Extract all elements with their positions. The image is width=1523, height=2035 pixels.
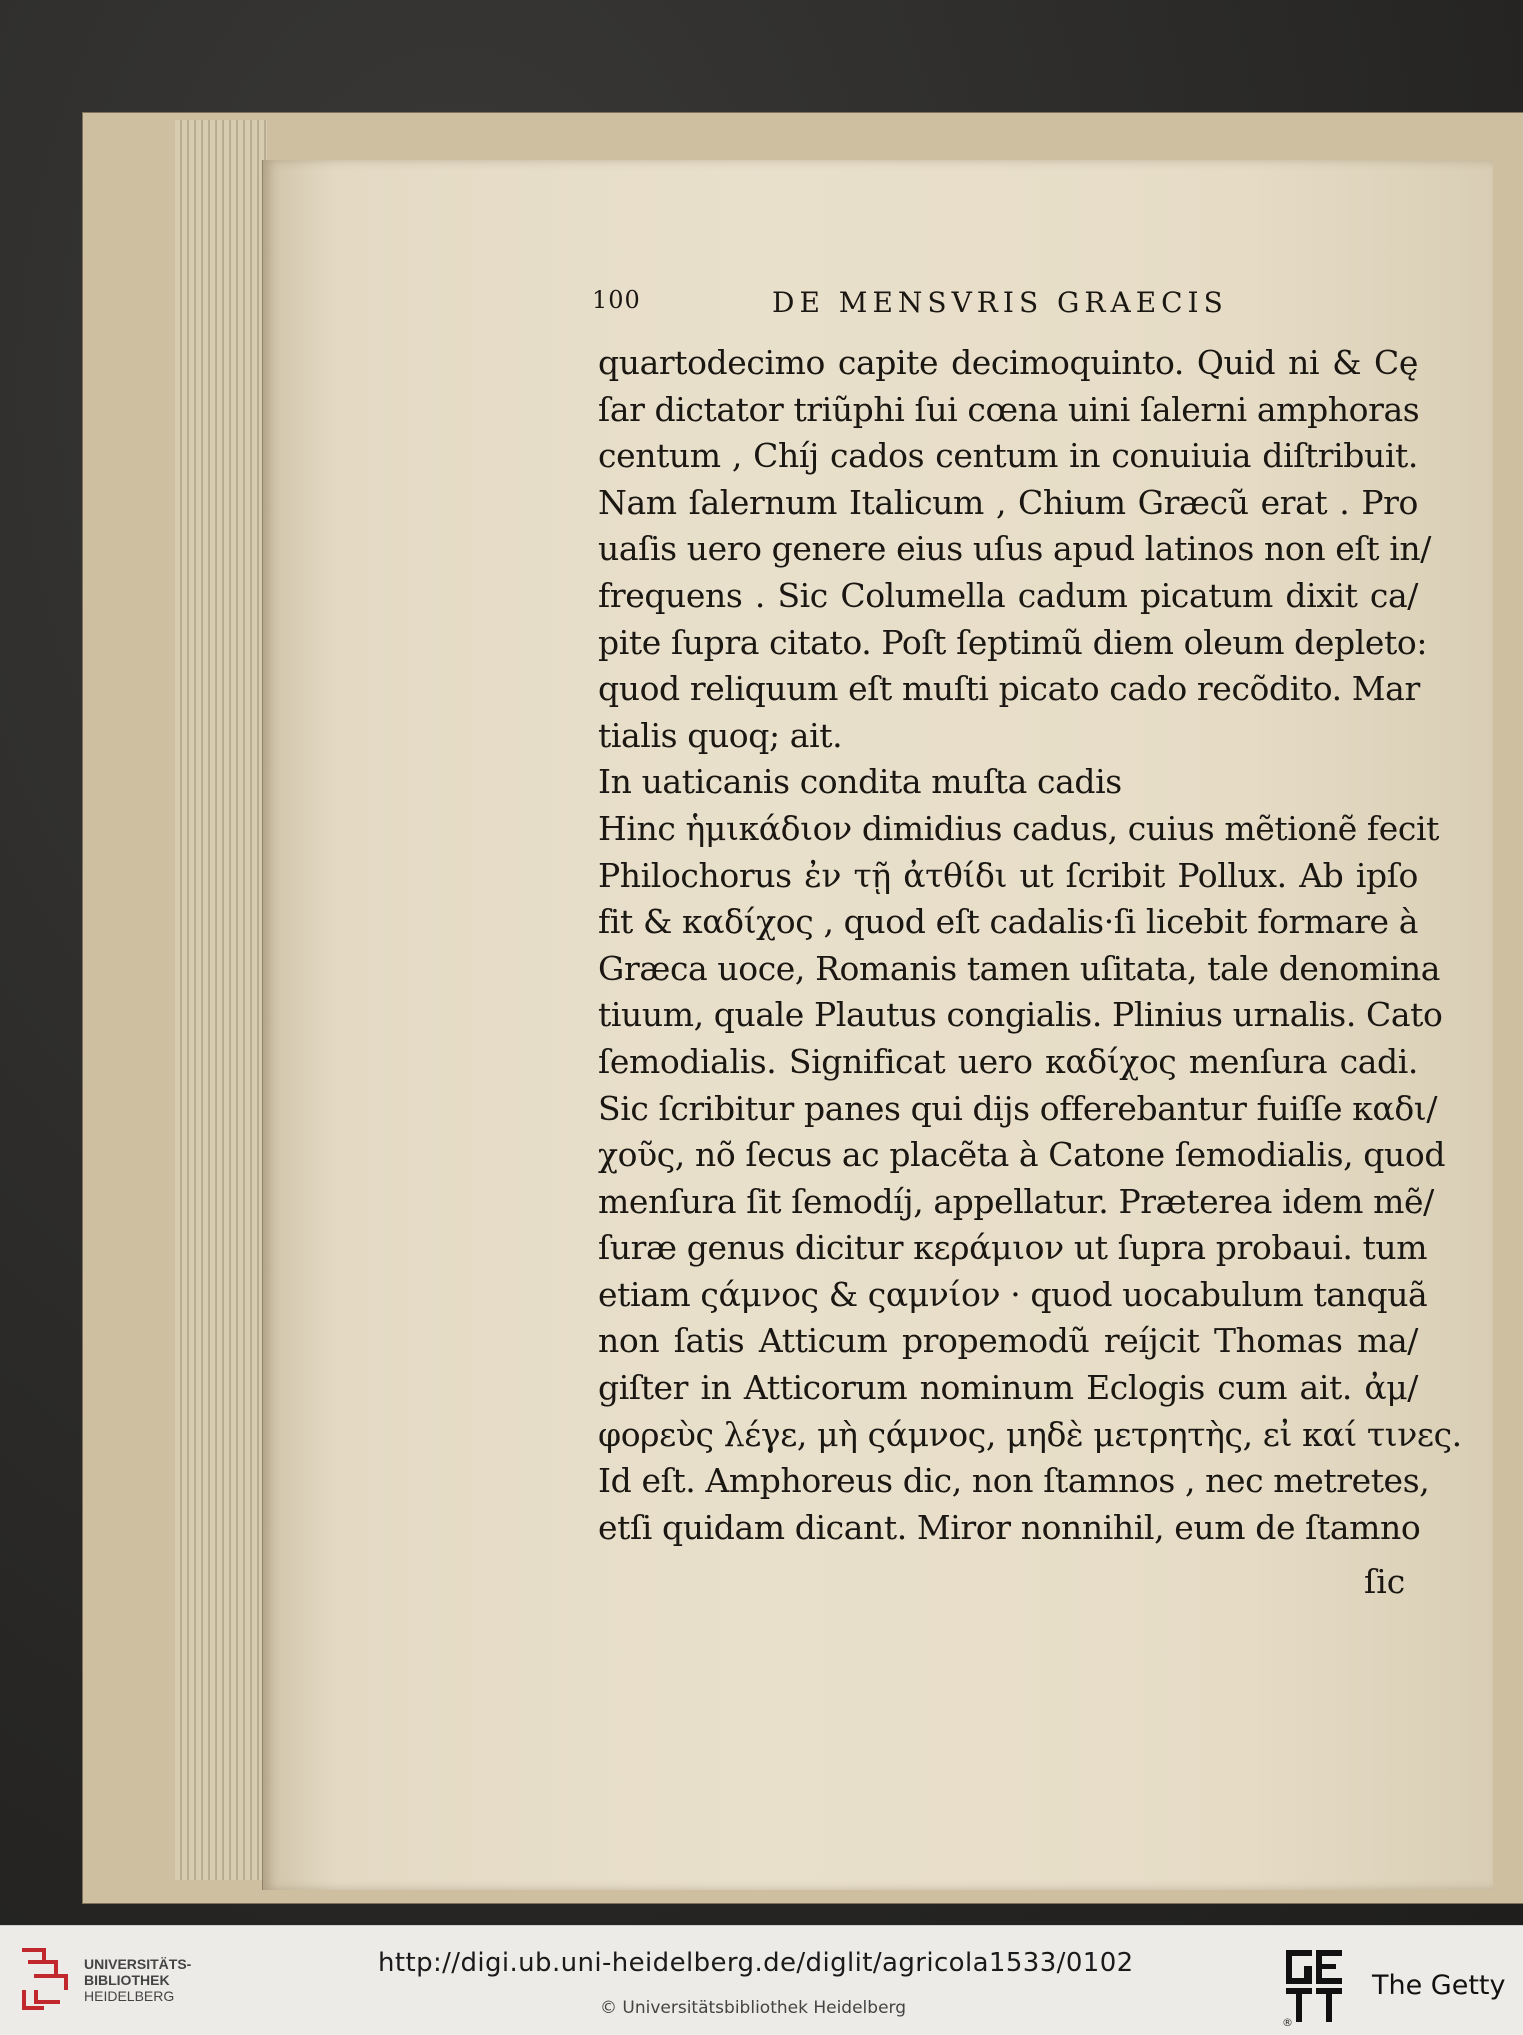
text-line: ſemodialis. Significat uero καδίχος menſura cadi. (598, 1041, 1418, 1081)
text-line: fit & καδίχος , quod eſt cadalis·ſi licebit formare à (598, 902, 1418, 942)
text-line: Nam ſalernum Italicum , Chium Græcũ erat . Pro (598, 482, 1418, 522)
page-edge-stack (175, 120, 267, 1880)
text-line: quartodecimo capite decimoquinto. Quid ni & Cę (598, 343, 1418, 382)
ub-heidelberg-logo-icon[interactable] (16, 1942, 72, 2014)
text-line: frequens . Sic Columella cadum picatum dixit ca/ (598, 575, 1418, 615)
viewer-footer (0, 1925, 1523, 2035)
text-line: non ſatis Atticum propemodũ reíjcit Thomas ma/ (598, 1321, 1418, 1361)
library-name[interactable] (84, 1956, 191, 2004)
text-line: pite ſupra citato. Poſt ſeptimũ diem oleum depleto: (598, 622, 1428, 662)
text-line: etſi quidam dicant. Miror nonnihil, eum de ſtamno (598, 1507, 1421, 1547)
text-line: giſter in Atticorum nominum Eclogis cum ait. ἀμ/ (598, 1368, 1418, 1408)
text-line: uaſis uero genere eius uſus apud latinos non eſt in/ (598, 529, 1431, 569)
copyright-notice: © Universitätsbibliothek Heidelberg (600, 1998, 907, 2018)
getty-logo-icon[interactable] (1282, 1946, 1346, 2026)
text-line: centum , Chíj cados centum in conuiuia diſtribuit. (598, 436, 1418, 476)
library-name-line: UNIVERSITÄTS- (84, 1956, 192, 1972)
getty-label[interactable]: The Getty (1372, 1970, 1506, 2001)
catchword: ſic (1364, 1562, 1406, 1601)
text-line: tialis quoq; ait. (598, 715, 843, 755)
library-name-line: HEIDELBERG (84, 1988, 175, 2004)
body-text (598, 340, 1462, 1551)
running-title: DE MENSVRIS GRAECIS (772, 286, 1228, 319)
page-header (592, 286, 1252, 326)
text-line: quod reliquum eſt muſti picato cado recõdito. Mar (598, 669, 1420, 709)
folio-number: 100 (592, 286, 641, 314)
library-name-line: BIBLIOTHEK (84, 1972, 170, 1988)
permalink-url[interactable]: http://digi.ub.uni-heidelberg.de/diglit/agricola1533/0102 (378, 1948, 1134, 1978)
text-line: menſura ſit ſemodíj, appellatur. Præterea idem mẽ/ (598, 1181, 1434, 1221)
text-line: ſuræ genus dicitur κεράμιον ut ſupra probaui. tum (598, 1228, 1428, 1268)
text-line: Hinc ἡμικάδιον dimidius cadus, cuius mẽtionẽ fecit (598, 808, 1439, 848)
text-line: Græca uoce, Romanis tamen uſitata, tale denomina (598, 948, 1441, 988)
text-line: etiam ςάμνος & ςαμνίον · quod uocabulum tanquã (598, 1274, 1428, 1314)
text-line: Id eſt. Amphoreus dic, non ſtamnos , nec metretes, (598, 1461, 1430, 1501)
text-line: Sic ſcribitur panes qui dijs offerebantur fuiſſe καδι/ (598, 1088, 1438, 1128)
text-line: Philochorus ἐν τῇ ἀτθίδι ut ſcribit Pollux. Ab ipſo (598, 855, 1418, 895)
text-line: In uaticanis condita muſta cadis (598, 762, 1122, 802)
text-line: tiuum, quale Plautus congialis. Plinius urnalis. Cato (598, 995, 1443, 1035)
text-line: ſar dictator triũphi ſui cœna uini ſalerni amphoras (598, 389, 1420, 429)
text-line: φορεὺς λέγε, μὴ ςάμνος, μηδὲ μετρητὴς, εἰ καί τινες. (598, 1414, 1462, 1454)
text-line: χοῦς, nõ ſecus ac placẽta à Catone ſemodialis, quod (598, 1135, 1446, 1175)
registered-mark: ® (1282, 2016, 1293, 2029)
